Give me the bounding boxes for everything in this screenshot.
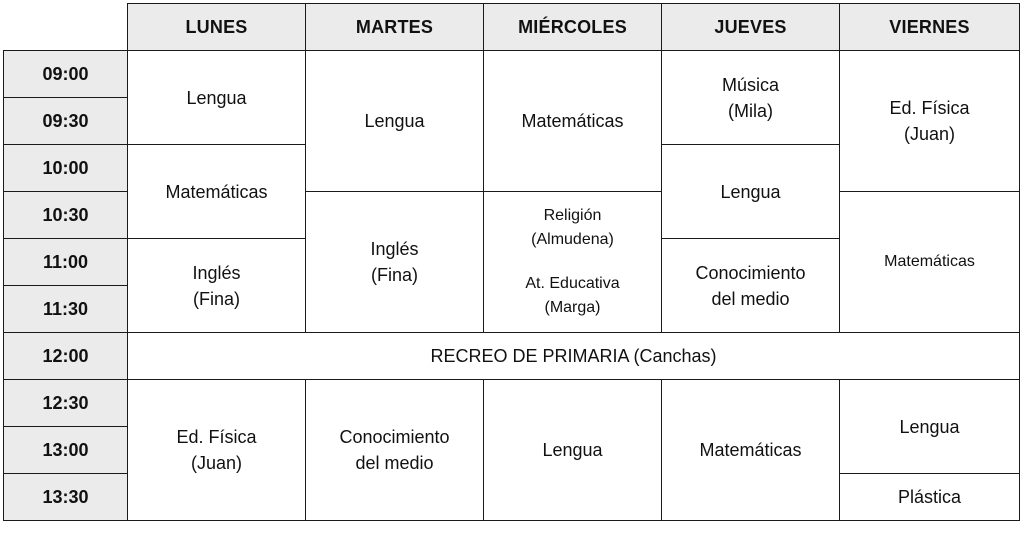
day-header-martes: MARTES	[306, 4, 484, 51]
time-label: 13:00	[4, 427, 128, 474]
day-header-lunes: LUNES	[128, 4, 306, 51]
subject-name-cont: del medio	[711, 288, 790, 309]
lesson-cell	[662, 239, 840, 333]
day-header-jueves: JUEVES	[662, 4, 840, 51]
subject-name: Ed. Física	[889, 98, 970, 118]
subject-name: Lengua	[899, 416, 960, 437]
teacher-name: (Fina)	[192, 288, 240, 309]
table-row	[4, 380, 1020, 427]
time-label: 11:30	[4, 286, 128, 333]
teacher-name: (Mila)	[728, 100, 773, 121]
subject-name: Lengua	[542, 440, 603, 460]
subject-name-cont: del medio	[355, 453, 434, 473]
lesson-cell	[662, 145, 840, 239]
lesson-cell	[128, 380, 306, 521]
time-label: 10:00	[4, 145, 128, 192]
teacher-name: (Juan)	[190, 453, 243, 473]
teacher-name: (Juan)	[903, 124, 956, 144]
lesson-cell	[840, 51, 1020, 192]
teacher-name: (Fina)	[370, 265, 418, 285]
subject-name: Lengua	[364, 111, 425, 131]
time-label: 13:30	[4, 474, 128, 521]
subject-name: Inglés	[370, 239, 419, 259]
time-label: 09:00	[4, 51, 128, 98]
time-label: 12:30	[4, 380, 128, 427]
timetable	[3, 3, 1020, 521]
lesson-cell	[484, 380, 662, 521]
lesson-cell	[484, 51, 662, 192]
day-header-miercoles: MIÉRCOLES	[484, 4, 662, 51]
lesson-cell	[840, 380, 1020, 474]
day-header-viernes: VIERNES	[840, 4, 1020, 51]
subject-name: Religión	[543, 207, 602, 224]
header-row	[4, 4, 1020, 51]
subject-name: Matemáticas	[165, 181, 268, 202]
lesson-cell	[306, 51, 484, 192]
lesson-cell	[306, 192, 484, 333]
lesson-cell	[662, 51, 840, 145]
subject-name: Inglés	[192, 262, 241, 283]
teacher-name: (Marga)	[544, 299, 601, 316]
subject-name: Matemáticas	[521, 111, 624, 131]
time-label: 12:00	[4, 333, 128, 380]
lesson-cell	[484, 192, 662, 333]
time-label: 09:30	[4, 98, 128, 145]
lesson-cell	[840, 192, 1020, 333]
recreo-cell: RECREO DE PRIMARIA (Canchas)	[128, 333, 1020, 380]
subject-name: Matemáticas	[699, 440, 802, 460]
subject-name: Conocimiento	[339, 427, 450, 447]
teacher-name: (Almudena)	[531, 231, 614, 248]
lesson-cell	[128, 145, 306, 239]
subject-name: Conocimiento	[695, 262, 806, 283]
subject-name: At. Educativa	[525, 275, 620, 292]
time-label: 10:30	[4, 192, 128, 239]
subject-name: Matemáticas	[884, 253, 975, 270]
lesson-cell	[128, 239, 306, 333]
subject-name: Música	[721, 74, 779, 95]
lesson-cell	[306, 380, 484, 521]
subject-name: Lengua	[720, 181, 781, 202]
table-row	[4, 51, 1020, 98]
time-label: 11:00	[4, 239, 128, 286]
lesson-cell	[662, 380, 840, 521]
lesson-cell	[128, 51, 306, 145]
table-row	[4, 333, 1020, 380]
spacer	[484, 252, 661, 272]
lesson-cell	[840, 474, 1020, 521]
subject-name: Plástica	[897, 487, 962, 507]
corner-cell	[4, 4, 128, 51]
subject-name: Lengua	[186, 87, 247, 108]
subject-name: Ed. Física	[176, 427, 257, 447]
